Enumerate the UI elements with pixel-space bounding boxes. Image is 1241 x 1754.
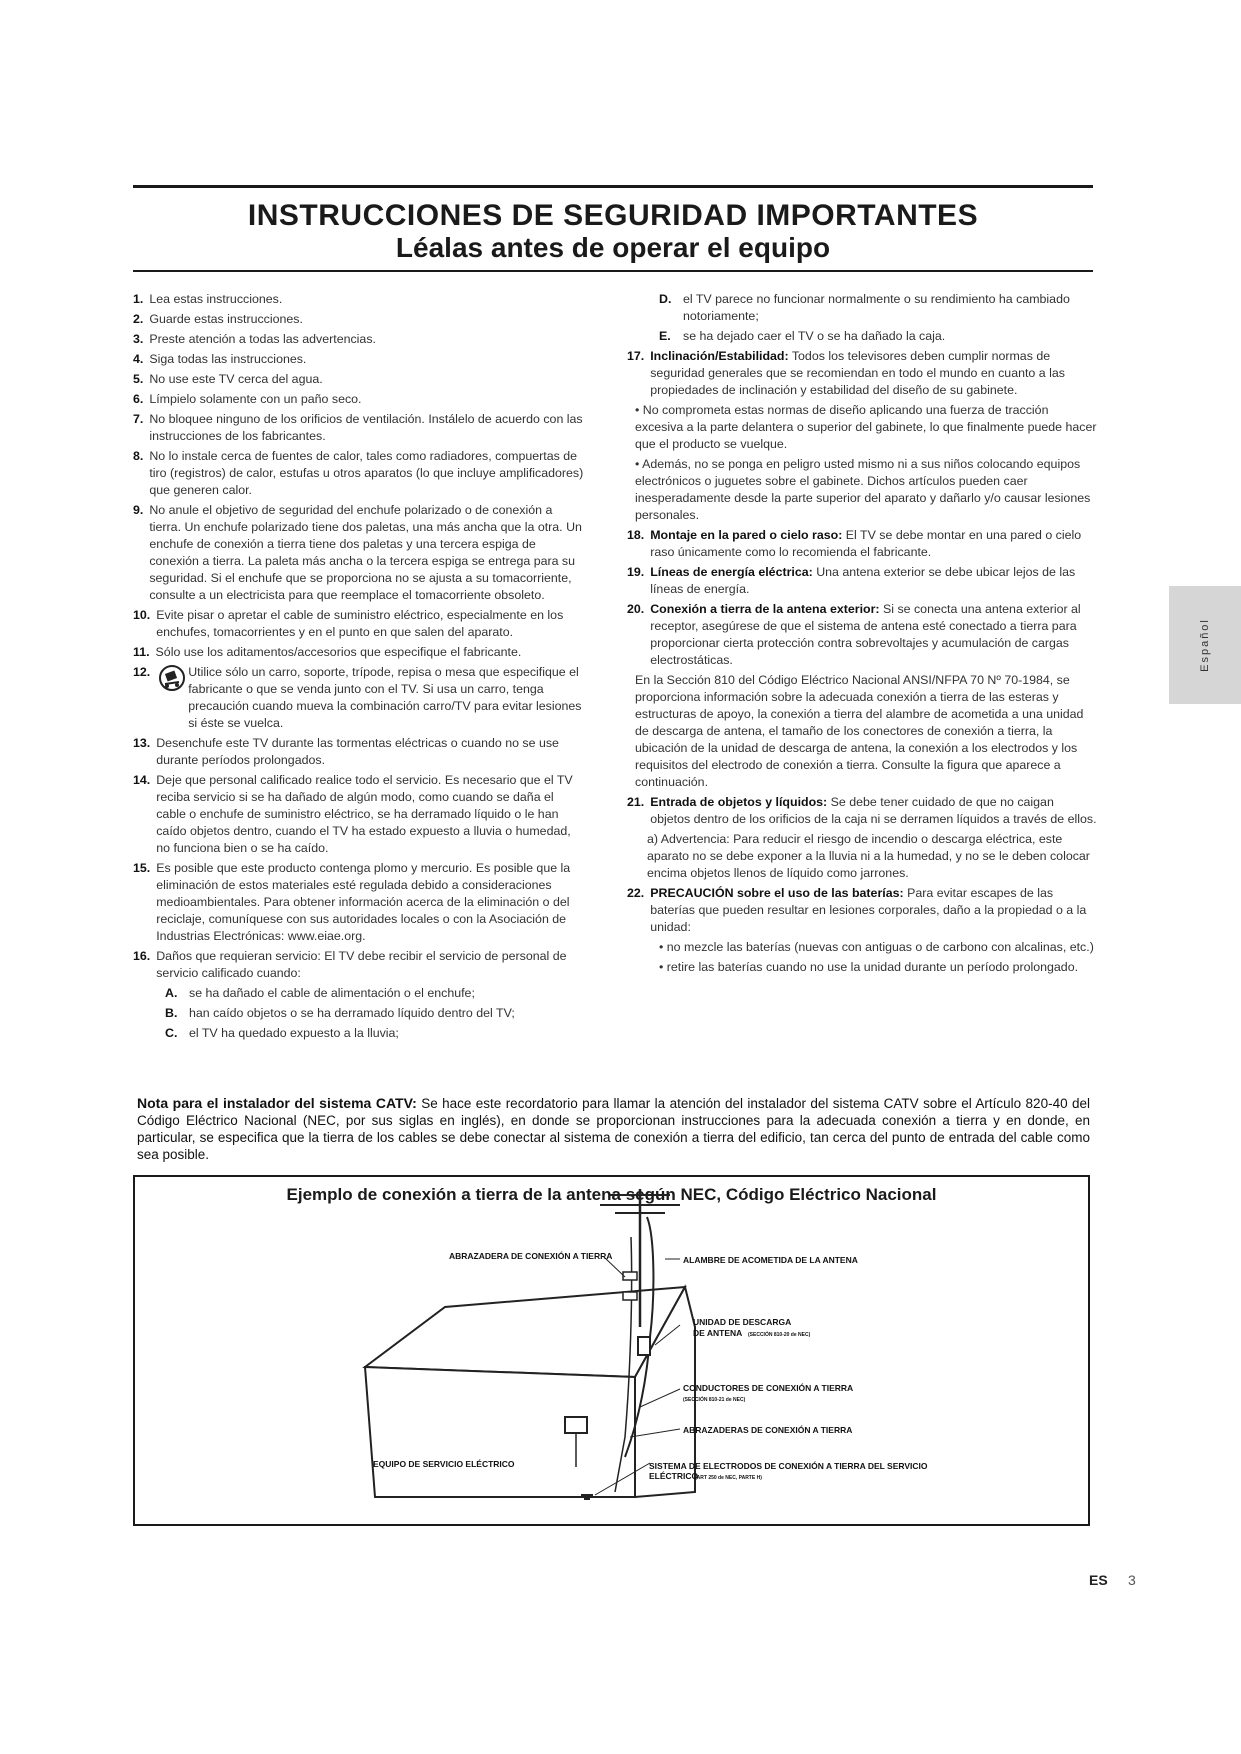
list-item: 20. Conexión a tierra de la antena exterior: Si se conecta una antena exterior al receptor, asegúrese de que el sistema de antena esté conectado a tierra para proporcionar cierta protección contra sobrevoltajes y acumulación de cargas electrostáticas. [627,602,1081,667]
left-column [133,291,585,1045]
label-conductors-ref: (SECCIÓN 810-21 de NEC) [683,1397,746,1403]
bullet-item: • retire las baterías cuando no use la unidad durante un período prolongado. [659,960,1079,974]
list-item: 15. Es posible que este producto contenga plomo y mercurio. Es posible que la eliminación de estos materiales esté regulada debido a consideraciones medioambientales. Para obtener información acerca de la eliminación o del reciclaje, comuníquese con sus autoridades locales o con la Asociación de Industrias Electrónicas: www.eiae.org. [133,861,571,943]
service-equipment [565,1417,587,1433]
list-item: 8. No lo instale cerca de fuentes de calor, tales como radiadores, compuertas de tiro (registros) de calor, estufas u otros aparatos (lo que incluye amplificadores) que generen calor. [133,449,584,497]
grounding-illustration [135,1177,1088,1524]
paragraph: En la Sección 810 del Código Eléctrico Nacional ANSI/NFPA 70 Nº 70-1984, se proporciona información sobre la adecuada conexión a tierra de las esteras y estructuras de apoyo, la conexión a tierra del alambre de acometida a una unidad de descarga de antena, el tamaño de los conectores de conexión a tierra, la ubicación de la unidad de descarga de antena, la conexión a los electrodos y los requisitos del electrodo de conexión a tierra. Consulte la figura que aparece a continuación. [635,673,1084,789]
list-item: 3. Preste atención a todas las advertencias. [133,332,376,346]
list-item: 5. No use este TV cerca del agua. [133,372,323,386]
list-item: 7. No bloquee ninguno de los orificios de ventilación. Instálelo de acuerdo con las instrucciones de los fabricantes. [133,412,583,443]
cart-tip-warning-icon [158,664,186,692]
label-discharge-ref: (SECCIÓN 810-20 de NEC) [748,1332,811,1338]
page-subtitle: Léalas antes de operar el equipo [395,232,831,263]
page-title: INSTRUCCIONES DE SEGURIDAD IMPORTANTES [247,199,979,232]
label-conductors: CONDUCTORES DE CONEXIÓN A TIERRA [683,1383,854,1393]
label-system1: SISTEMA DE ELECTRODOS DE CONEXIÓN A TIERRA DEL SERVICIO [649,1461,928,1471]
house-front [365,1367,635,1497]
list-item: 9. No anule el objetivo de seguridad del enchufe polarizado o de conexión a tierra. Un enchufe polarizado tiene dos paletas, una más ancha que la otra. Un enchufe de conexión a tierra tiene dos paletas y una tercera espiga de conexión a tierra. La paleta más ancha o la tercera espiga se entrega para su seguridad. Si el enchufe que se proporciona no se ajusta a su tomacorriente, consulte a un electricista para que reemplace el tomacorriente obsoleto. [133,503,582,602]
label-equipment: EQUIPO DE SERVICIO ELÉCTRICO [373,1459,515,1469]
list-item: 4. Siga todas las instrucciones. [133,352,307,366]
list-item: 17. Inclinación/Estabilidad: Todos los televisores deben cumplir normas de seguridad generales que se recomiendan en todo el mundo en cuanto a las propiedades de inclinación y estabilidad del diseño de su gabinete. [627,349,1065,397]
label-lead: ALAMBRE DE ACOMETIDA DE LA ANTENA [683,1255,858,1265]
right-column [627,291,1097,979]
label-discharge2: DE ANTENA [693,1328,743,1338]
list-item: 21. Entrada de objetos y líquidos: Se debe tener cuidado de que no caigan objetos dentro de los orificios de la caja ni se derramen líquidos a través de ellos. [627,795,1097,826]
note-text: Se hace este recordatorio para llamar la atención del instalador del sistema CATV sobre el Artículo 820-40 del Código Eléctrico Nacional (NEC, por sus siglas en inglés), en donde se proporcionan instrucciones para la adecuada conexión a tierra y en donde, en particular, se especifica que la tierra de los cables se debe conectar al sistema de conexión a tierra del edificio, tan cerca del punto de entrada del cable como sea posible. [137,1096,1090,1162]
list-item: 12. Utilice sólo un carro, soporte, trípode, repisa o mesa que especifique el fabricante o que se venda junto con el TV. Si usa un carro, tenga precaución cuando mueva la combinación carro/TV para evitar lesiones si éste se vuelca. [133,665,582,730]
language-tab: Español [1169,586,1241,704]
list-item: 11. Sólo use los aditamentos/accesorios que especifique el fabricante. [133,645,522,659]
list-item: 1. Lea estas instrucciones. [133,292,283,306]
label-system2: ELÉCTRICO [649,1471,699,1481]
page-number: 3 [1128,1572,1136,1588]
sub-item: A. se ha dañado el cable de alimentación o el enchufe; [165,986,475,1000]
footer-language: ES [1089,1572,1108,1588]
bullet-item: • No comprometa estas normas de diseño aplicando una fuerza de tracción excesiva a la parte delantera o superior del gabinete, lo que finalmente puede hacer que el producto se vuelque. [635,403,1097,451]
list-item: 10. Evite pisar o apretar el cable de suministro eléctrico, especialmente en los enchufes, tomacorrientes y en el punto en que salen del aparato. [133,608,564,639]
bullet-item: • no mezcle las baterías (nuevas con antiguas o de carbono con alcalinas, etc.) [659,940,1094,954]
label-clamps: ABRAZADERAS DE CONEXIÓN A TIERRA [683,1425,853,1435]
sub-item: B. han caído objetos o se ha derramado líquido dentro del TV; [165,1006,515,1020]
label-clamp: ABRAZADERA DE CONEXIÓN A TIERRA [449,1251,613,1261]
grounding-diagram [133,1175,1090,1526]
title-rule [133,270,1093,272]
sub-item: C. el TV ha quedado expuesto a la lluvia; [165,1026,399,1040]
top-rule [133,185,1093,188]
list-item: 2. Guarde estas instrucciones. [133,312,303,326]
warning-item: a) Advertencia: Para reducir el riesgo de incendio o descarga eléctrica, este aparato no se debe exponer a la lluvia ni a la humedad, y no se le deben colocar encima objetos llenos de líquido como jarrones. [647,832,1090,880]
list-item: 16. Daños que requieran servicio: El TV debe recibir el servicio de personal de servicio calificado cuando: [133,949,567,980]
list-item: 19. Líneas de energía eléctrica: Una antena exterior se debe ubicar lejos de las líneas de energía. [627,565,1076,596]
list-item: 18. Montaje en la pared o cielo raso: El TV se debe montar en una pared o cielo raso únicamente como lo recomienda el fabricante. [627,528,1082,559]
list-item: 13. Desenchufe este TV durante las tormentas eléctricas o cuando no se use durante períodos prolongados. [133,736,559,767]
catv-note [133,1093,1094,1165]
label-system-ref: (ART 250 de NEC, PARTE H) [695,1475,762,1481]
list-item: 14. Deje que personal calificado realice todo el servicio. Es necesario que el TV reciba servicio si se ha dañado de algún modo, como cuando se daña el cable o enchufe de suministro eléctrico, se ha derramado líquido o le han caído objetos dentro, cuando el TV ha estado expuesto a lluvia o humedad, no funciona bien o se ha caído. [133,773,573,855]
note-heading: Nota para el instalador del sistema CATV: [137,1095,417,1111]
diagram-title: Ejemplo de conexión a tierra de la antena según NEC, Código Eléctrico Nacional [286,1185,937,1204]
list-item: 22. PRECAUCIÓN sobre el uso de las baterías: Para evitar escapes de las baterías que pueden resultar en lesiones corporales, daño a la propiedad o a la unidad: [627,886,1087,934]
list-item: 6. Límpielo solamente con un paño seco. [133,392,362,406]
discharge-unit [638,1337,650,1355]
label-discharge1: UNIDAD DE DESCARGA [693,1317,792,1327]
bullet-item: • Además, no se ponga en peligro usted mismo ni a sus niños colocando equipos electrónicos o juguetes sobre el gabinete. Dichos artículos pueden caer inesperadamente desde la parte superior del aparato y dañarlo y/o causar lesiones personales. [635,457,1091,522]
sub-item: D. el TV parece no funcionar normalmente o su rendimiento ha cambiado notoriamente; [659,292,1070,323]
sub-item: E. se ha dejado caer el TV o se ha dañado la caja. [659,329,946,343]
